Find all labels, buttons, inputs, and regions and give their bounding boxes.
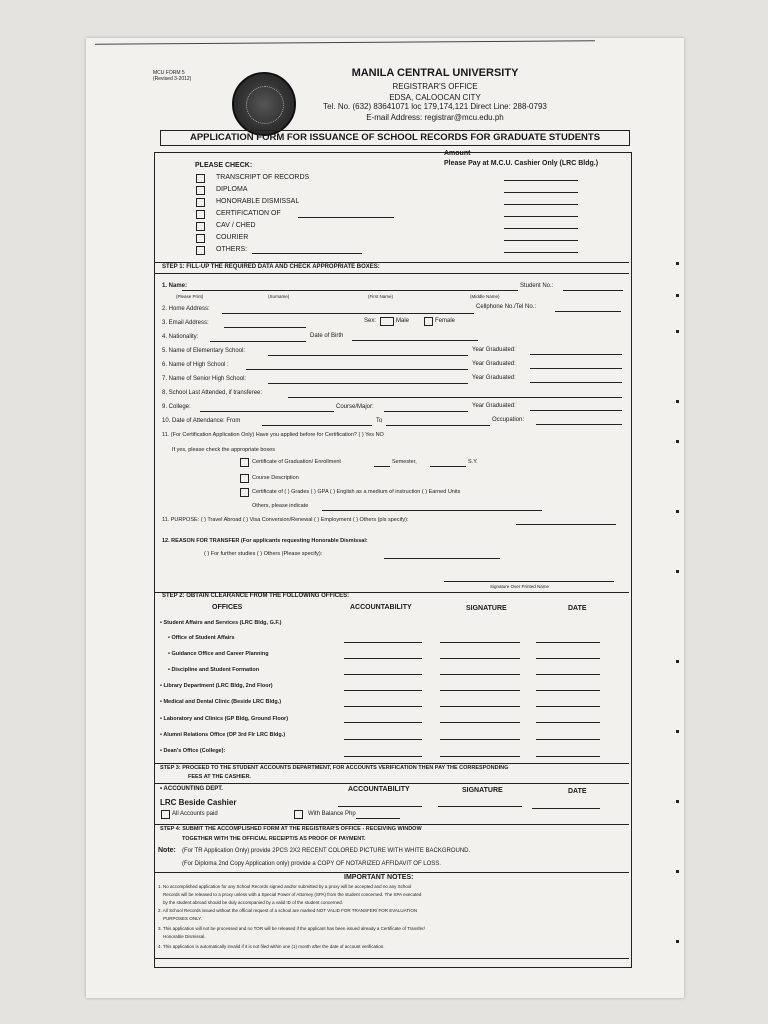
checkbox-all-paid[interactable] [161,810,170,819]
amount-line[interactable] [504,192,578,193]
if-yes-instruction: If yes, please check the appropriate boxes [172,447,276,453]
divider [155,783,629,784]
signature-field[interactable] [440,722,520,723]
checkbox-certification[interactable] [196,210,205,219]
reason-options: ( ) For further studies ( ) Others (Please specify): [204,551,323,557]
accountability-field[interactable] [344,706,422,707]
margin-mark [676,440,679,443]
col-signature: SIGNATURE [462,787,503,794]
office-row: • Guidance Office and Career Planning [168,651,269,657]
cellphone-label: Cellphone No./Tel No.: [476,304,537,310]
accountability-field[interactable] [344,674,422,675]
with-balance-label: With Balance Php [308,811,356,817]
course-field[interactable] [384,411,468,412]
note-item: 2. All School Records issued without the official request of a school are marked NOT VALID FOR TRANSFER/ FOR EVALUATION [158,908,418,913]
nationality-label: 4. Nationality: [162,334,199,340]
elementary-label: 5. Name of Elementary School: [162,348,246,354]
col-date: DATE [568,605,587,612]
date-field[interactable] [536,642,600,643]
first-name-caption: (First Name) [368,294,393,299]
margin-mark [676,294,679,297]
accounting-dept: • ACCOUNTING DEPT. [160,786,223,792]
checkbox-cav-ched[interactable] [196,222,205,231]
male-label: Male [396,318,410,324]
checkbox-with-balance[interactable] [294,810,303,819]
office-row: • Alumni Relations Office (OP 3rd Flr LRC Bldg.) [160,732,286,738]
date-field[interactable] [536,722,600,723]
form-number: MCU FORM 5 (Revised 3-2012) [153,70,192,82]
name-field[interactable] [182,290,518,291]
certification-line[interactable] [298,217,394,218]
cellphone-field[interactable] [555,311,621,312]
office-address: EDSA, CALOOCAN CITY [389,93,481,102]
divider [155,958,629,959]
check-item-label: HONORABLE DISMISSAL [216,198,300,205]
year-grad-field[interactable] [530,354,622,355]
highschool-label: 6. Name of High School : [162,362,229,368]
divider [155,763,629,764]
form-title: APPLICATION FORM FOR ISSUANCE OF SCHOOL RECORDS FOR GRADUATE STUDENTS [160,130,630,146]
purpose-others-field[interactable] [516,524,616,525]
accountability-field[interactable] [344,690,422,691]
attendance-from-field[interactable] [262,425,372,426]
date-field[interactable] [536,706,600,707]
margin-mark [676,730,679,733]
office-telephone: Tel. No. (632) 83641071 loc 179,174,121 Direct Line: 288-0793 [323,102,547,111]
margin-mark [676,940,679,943]
check-item-label: DIPLOMA [216,186,248,193]
check-item-label: CERTIFICATION OF [216,210,281,217]
others-indicate-field[interactable] [322,510,542,511]
step2-heading: STEP 2: OBTAIN CLEARANCE FROM THE FOLLOWING OFFICES: [162,593,350,599]
all-paid-label: All Accounts paid [172,811,218,817]
student-no-label: Student No.: [520,283,554,289]
college-label: 9. College: [162,404,191,410]
last-school-label: 8. School Last Attended, if transferee: [162,390,263,396]
last-school-field[interactable] [288,397,622,398]
sy-field[interactable] [430,466,466,467]
col-offices: OFFICES [212,604,243,611]
attendance-to-label: To [376,418,383,424]
accountability-field[interactable] [344,642,422,643]
others-line[interactable] [252,253,362,254]
signature-field[interactable] [440,756,520,757]
nationality-field[interactable] [210,341,306,342]
year-grad-field[interactable] [530,410,622,411]
checkbox-transcript[interactable] [196,174,205,183]
margin-mark [676,400,679,403]
female-label: Female [435,318,456,324]
cert-graduation-label: Certificate of Graduation/ Enrollment [252,459,341,465]
signature-line[interactable] [444,581,614,582]
date-field[interactable] [532,808,600,809]
dob-field[interactable] [352,340,478,341]
office-row: • Library Department (LRC Bldg, 2nd Floor) [160,683,273,689]
checkbox-cert-graduation[interactable] [240,458,249,467]
email-label: 3. Email Address: [162,320,209,326]
middle-name-caption: (Middle Name) [470,294,500,299]
others-indicate-label: Others, please indicate [252,503,309,509]
accountability-field[interactable] [344,756,422,757]
margin-mark [676,330,679,333]
university-name: MANILA CENTRAL UNIVERSITY [351,67,519,79]
note-item: by the student abroad should be duly accompanied by a valid ID of the student concerned. [163,900,343,905]
dob-label: Date of Birth [310,333,344,339]
note-tr: (For TR Application Only) provide 2PCS 2X2 RECENT COLORED PICTURE WITH WHITE BACKGROUND. [182,848,471,854]
office-row: • Discipline and Student Formation [168,667,260,673]
check-item-label: CAV / CHED [216,222,256,229]
checkbox-courier[interactable] [196,234,205,243]
col-date: DATE [568,788,587,795]
elementary-field[interactable] [268,355,468,356]
sy-label: S.Y. [468,459,478,465]
margin-mark [676,870,679,873]
amount-label: Amount [444,150,471,157]
course-label: Course/Major: [336,404,374,410]
home-address-label: 2. Home Address: [162,306,210,312]
please-check-heading: PLEASE CHECK: [195,162,253,169]
step4-heading: STEP 4: SUBMIT THE ACCOMPLISHED FORM AT THE REGISTRAR'S OFFICE - RECEIVING WINDOW [160,826,422,832]
balance-field[interactable] [356,818,400,819]
note-item: 4. This application is automatically invalid if it is not filed within one (1) month after the date of account verification. [158,944,385,949]
accountability-field[interactable] [344,722,422,723]
margin-mark [676,660,679,663]
note-item: 3. This application will not be processed and no TOR will be released if the applicant has been issued already a Certificate of Transfer/ [158,926,425,931]
lrc-cashier: LRC Beside Cashier [160,798,237,807]
signature-field[interactable] [440,690,520,691]
note-diploma: (For Diploma 2nd Copy Application only) provide a COPY OF NOTARIZED AFFIDAVIT OF LOSS. [182,861,441,867]
office-email: E-mail Address: registrar@mcu.edu.ph [366,113,504,122]
signature-field[interactable] [440,674,520,675]
attendance-label: 10. Date of Attendance: From [162,418,241,424]
important-notes-heading: IMPORTANT NOTES: [344,874,414,881]
checkbox-diploma[interactable] [196,186,205,195]
semester-label: Semester, [392,459,417,465]
year-grad-label: Year Graduated: [472,375,516,381]
step3-heading-line2: FEES AT THE CASHIER. [188,774,251,780]
date-field[interactable] [536,674,600,675]
amount-line[interactable] [504,240,578,241]
margin-mark [676,800,679,803]
amount-line[interactable] [504,228,578,229]
cert-graduation-field[interactable] [374,466,390,467]
checkbox-honorable-dismissal[interactable] [196,198,205,207]
margin-mark [676,570,679,573]
col-accountability: ACCOUNTABILITY [350,604,412,611]
amount-line[interactable] [504,216,578,217]
office-row: • Medical and Dental Clinic (Beside LRC Bldg.) [160,699,282,705]
year-grad-label: Year Graduated: [472,347,516,353]
date-field[interactable] [536,756,600,757]
year-grad-field[interactable] [530,368,622,369]
office-row: • Dean's Office (College): [160,748,226,754]
signature-field[interactable] [440,658,520,659]
pay-note: Please Pay at M.C.U. Cashier Only (LRC Bldg.) [444,160,599,167]
purpose-line: 11. PURPOSE: ( ) Travel Abroad ( ) Visa Conversion/Renewal ( ) Employment ( ) Others (pls specify): [162,517,409,523]
college-field[interactable] [200,411,334,412]
check-item-label: TRANSCRIPT OF RECORDS [216,174,310,181]
accountability-field[interactable] [344,739,422,740]
col-accountability: ACCOUNTABILITY [348,786,410,793]
divider [155,273,629,274]
amount-line[interactable] [504,252,578,253]
accountability-field[interactable] [338,806,422,807]
date-field[interactable] [536,658,600,659]
col-signature: SIGNATURE [466,605,507,612]
note-item: Honorable Dismissal. [163,934,206,939]
home-address-field[interactable] [222,313,474,314]
divider [155,262,629,263]
occupation-label: Occupation: [492,417,525,423]
office-name: REGISTRAR'S OFFICE [392,82,478,91]
signature-field[interactable] [440,706,520,707]
office-row: • Laboratory and Clinics (GP Bldg, Ground Floor) [160,716,289,722]
note-label: Note: [158,847,176,854]
signature-field[interactable] [438,806,522,807]
occupation-field[interactable] [536,424,622,425]
attendance-to-field[interactable] [386,425,490,426]
step3-heading: STEP 3: PROCEED TO THE STUDENT ACCOUNTS DEPARTMENT, FOR ACCOUNTS VERIFICATION THEN PAY THE CORRESPONDING [160,765,509,771]
signature-caption: Signature Over Printed Name [490,584,550,589]
senior-high-field[interactable] [268,383,468,384]
margin-mark [676,262,679,265]
divider [155,824,629,825]
reason-heading: 12. REASON FOR TRANSFER (For applicants requesting Honorable Dismissal: [162,538,368,544]
year-grad-label: Year Graduated: [472,403,516,409]
step1-heading: STEP 1: FILL-UP THE REQUIRED DATA AND CHECK APPROPRIATE BOXES: [162,264,380,270]
please-print-caption: (Please Print) [176,294,204,299]
note-item: Records will be released to a proxy unless with a Special Power of Attorney (SPA) from the student concerned. The SPA executed [163,892,422,897]
step4-heading-line2: TOGETHER WITH THE OFFICIAL RECEIPT/S AS PROOF OF PAYMENT. [182,836,366,842]
signature-field[interactable] [440,642,520,643]
amount-line[interactable] [504,180,578,181]
office-row: • Student Affairs and Services (LRC Bldg, G.F.) [160,620,282,626]
date-field[interactable] [536,690,600,691]
course-description-label: Course Description [252,475,299,481]
check-item-label: COURIER [216,234,249,241]
highschool-field[interactable] [246,369,468,370]
university-seal [232,72,296,136]
amount-line[interactable] [504,204,578,205]
student-no-field[interactable] [563,290,623,291]
certification-question: 11. (For Certification Application Only) Have you applied before for Certification? ( ) Yes NO [162,432,384,438]
signature-field[interactable] [440,739,520,740]
accountability-field[interactable] [344,658,422,659]
reason-others-field[interactable] [384,558,500,559]
name-label: 1. Name: [162,283,188,289]
checkbox-male[interactable] [380,317,394,326]
sex-label: Sex: [364,318,377,324]
margin-mark [676,510,679,513]
year-grad-label: Year Graduated: [472,361,516,367]
year-grad-field[interactable] [530,382,622,383]
office-row: • Office of Student Affairs [168,635,235,641]
checkbox-certificate-of[interactable] [240,488,249,497]
divider [155,872,629,873]
checkbox-course-description[interactable] [240,474,249,483]
checkbox-female[interactable] [424,317,433,326]
note-item: 1. No accomplished application for any School Records signed and/or submitted by a proxy will be accepted and no any School [158,884,412,889]
email-field[interactable] [224,327,306,328]
checkbox-others[interactable] [196,246,205,255]
surname-caption: (Surname) [268,294,290,299]
note-item: PURPOSES ONLY. [163,916,202,921]
form-frame [154,152,632,968]
senior-high-label: 7. Name of Senior High School: [162,376,247,382]
certificate-of-label: Certificate of ( ) Grades ( ) GPA ( ) English as a medium of instruction ( ) Earned Units [252,489,461,495]
date-field[interactable] [536,739,600,740]
check-item-label: OTHERS: [216,246,248,253]
